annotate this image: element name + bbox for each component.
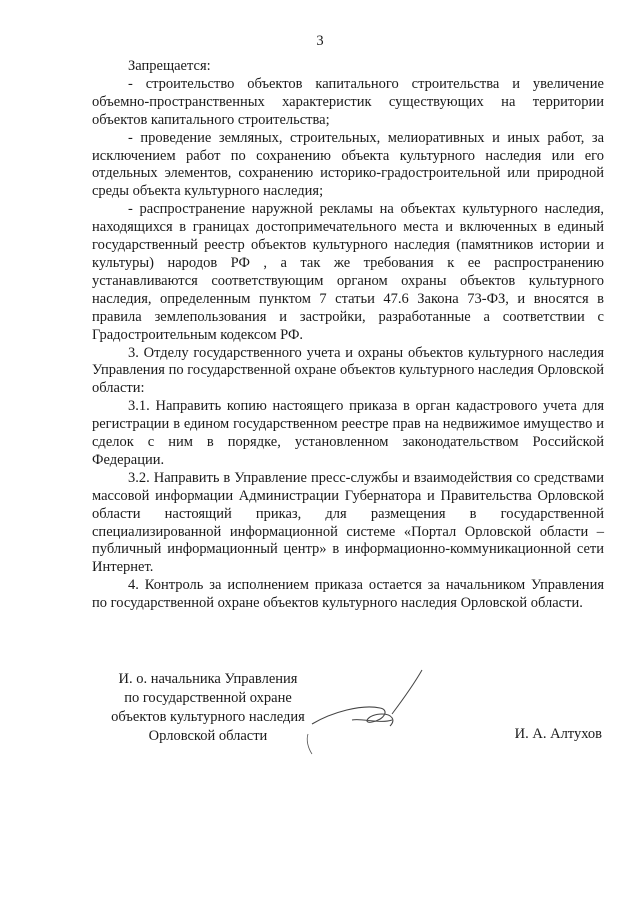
paragraph-item-3-2: 3.2. Направить в Управление пресс-службы и взаимодействия со средствами массовой информации Администрации Губернатора и Правительства Орловской области настоящий приказ, для размещения в государственной специализированной информационной системе «Портал Орловской области – публичный информационный центр» в информационно-коммуникационной сети Интернет.	[92, 469, 604, 576]
paragraph-construction-ban: - строительство объектов капитального строительства и увеличение объемно-пространственных характеристик существующих на территории объектов капитального строительства;	[92, 75, 604, 128]
paragraph-earthworks-ban: - проведение земляных, строительных, мелиоративных и иных работ, за исключением работ по сохранению объекта культурного наследия или его отдельных элементов, сохранению историко-градостроительной или природной среды объекта культурного наследия;	[92, 129, 604, 200]
signature-position-line: Орловской области	[148, 728, 268, 744]
handwritten-signature	[292, 662, 452, 772]
paragraph-advertising-ban: - распространение наружной рекламы на объектах культурного наследия, находящихся в границах достопримечательного места и включенных в единый государственный реестр объектов культурного наследия (памятников истории и культуры) народов РФ , а так же требования к ее распространению устанавливаются соответствующим органом охраны объектов культурного наследия, определенным пунктом 7 статьи 47.6 Закона 73-ФЗ, и вносятся в правила землепользования и застройки, разработанные а соответствии с Градостроительным кодексом РФ.	[92, 201, 604, 343]
paragraph-item-3: 3. Отделу государственного учета и охраны объектов культурного наследия Управления по государственной охране объектов культурного наследия Орловской области:	[92, 344, 604, 397]
signature-position-line: И. о. начальника Управления	[118, 671, 298, 687]
document-body	[92, 58, 604, 613]
signature-position-line: объектов культурного наследия	[111, 709, 305, 725]
signature-position-line: по государственной охране	[124, 690, 292, 706]
paragraph-prohibited-heading: Запрещается:	[128, 58, 211, 74]
paragraph-item-4: 4. Контроль за исполнением приказа остается за начальником Управления по государственной охране объектов культурного наследия Орловской области.	[92, 577, 604, 612]
signer-name: И. А. Алтухов	[514, 726, 602, 742]
page-number: 3	[316, 33, 324, 49]
paragraph-item-3-1: 3.1. Направить копию настоящего приказа в орган кадастрового учета для регистрации в едином государственном реестре прав на недвижимое имущество и сделок с ним в порядке, установленном законодательством Российской Федерации.	[92, 398, 604, 468]
